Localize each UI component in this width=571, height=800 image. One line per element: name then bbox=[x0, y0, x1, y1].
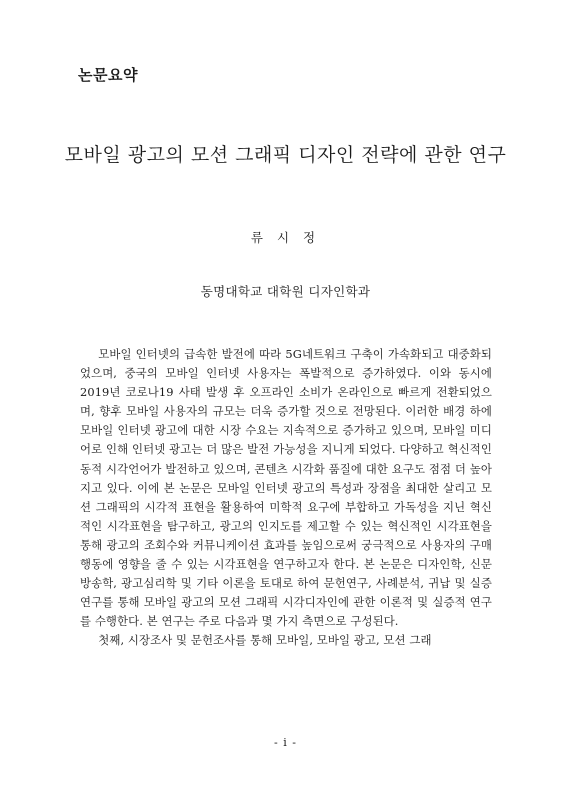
page-number: - i - bbox=[274, 736, 297, 749]
paper-title: 모바일 광고의 모션 그래픽 디자인 전략에 관한 연구 bbox=[64, 144, 507, 166]
author-name: 류 시 정 bbox=[250, 230, 321, 245]
abstract-paragraph-2: 첫째, 시장조사 및 문헌조사를 통해 모바일, 모바일 광고, 모션 그래 bbox=[98, 633, 432, 648]
abstract-body bbox=[80, 345, 492, 651]
section-label: 논문요약 bbox=[78, 66, 138, 84]
abstract-paragraph-1: 모바일 인터넷의 급속한 발전에 따라 5G네트워크 구축이 가속화되고 대중화되었으며, 중국의 모바일 인터넷 사용자는 폭발적으로 증가하였다. 이와 동시에 2019년 코로나19 사태 발생 후 오프라인 소비가 온라인으로 빠르게 전환되었으며, 향후 모바일 사용자의 규모는 더욱 증가할 것으로 전망된다. 이러한 배경 하에 모바일 인터넷 광고에 대한 시장 수요는 지속적으로 증가하고 있으며, 모바일 미디어로 인해 인터넷 광고는 더 많은 발전 가능성을 지니게 되었다. 다양하고 혁신적인 동적 시각언어가 발전하고 있으며, 콘텐츠 시각화 품질에 대한 요구도 점점 더 높아지고 있다. 이에 본 논문은 모바일 인터넷 광고의 특성과 장점을 최대한 살리고 모션 그래픽의 시각적 표현을 활용하여 미학적 요구에 부합하고 가독성을 지닌 혁신적인 시각표현을 탐구하고, 광고의 인지도를 제고할 수 있는 혁신적인 시각표현을 통해 광고의 조회수와 커뮤니케이션 효과를 높임으로써 궁극적으로 사용자의 구매행동에 영향을 줄 수 있는 시각표현을 연구하고자 한다. 본 논문은 디자인학, 신문방송학, 광고심리학 및 기타 이론을 토대로 하여 문헌연구, 사례분석, 귀납 및 실증연구를 통해 모바일 광고의 모션 그래픽 시각디자인에 관한 이론적 및 실증적 연구를 수행한다. 본 연구는 주로 다음과 몇 가지 측면으로 구성된다. bbox=[80, 347, 492, 629]
author-affiliation: 동명대학교 대학원 디자인학과 bbox=[200, 284, 371, 299]
